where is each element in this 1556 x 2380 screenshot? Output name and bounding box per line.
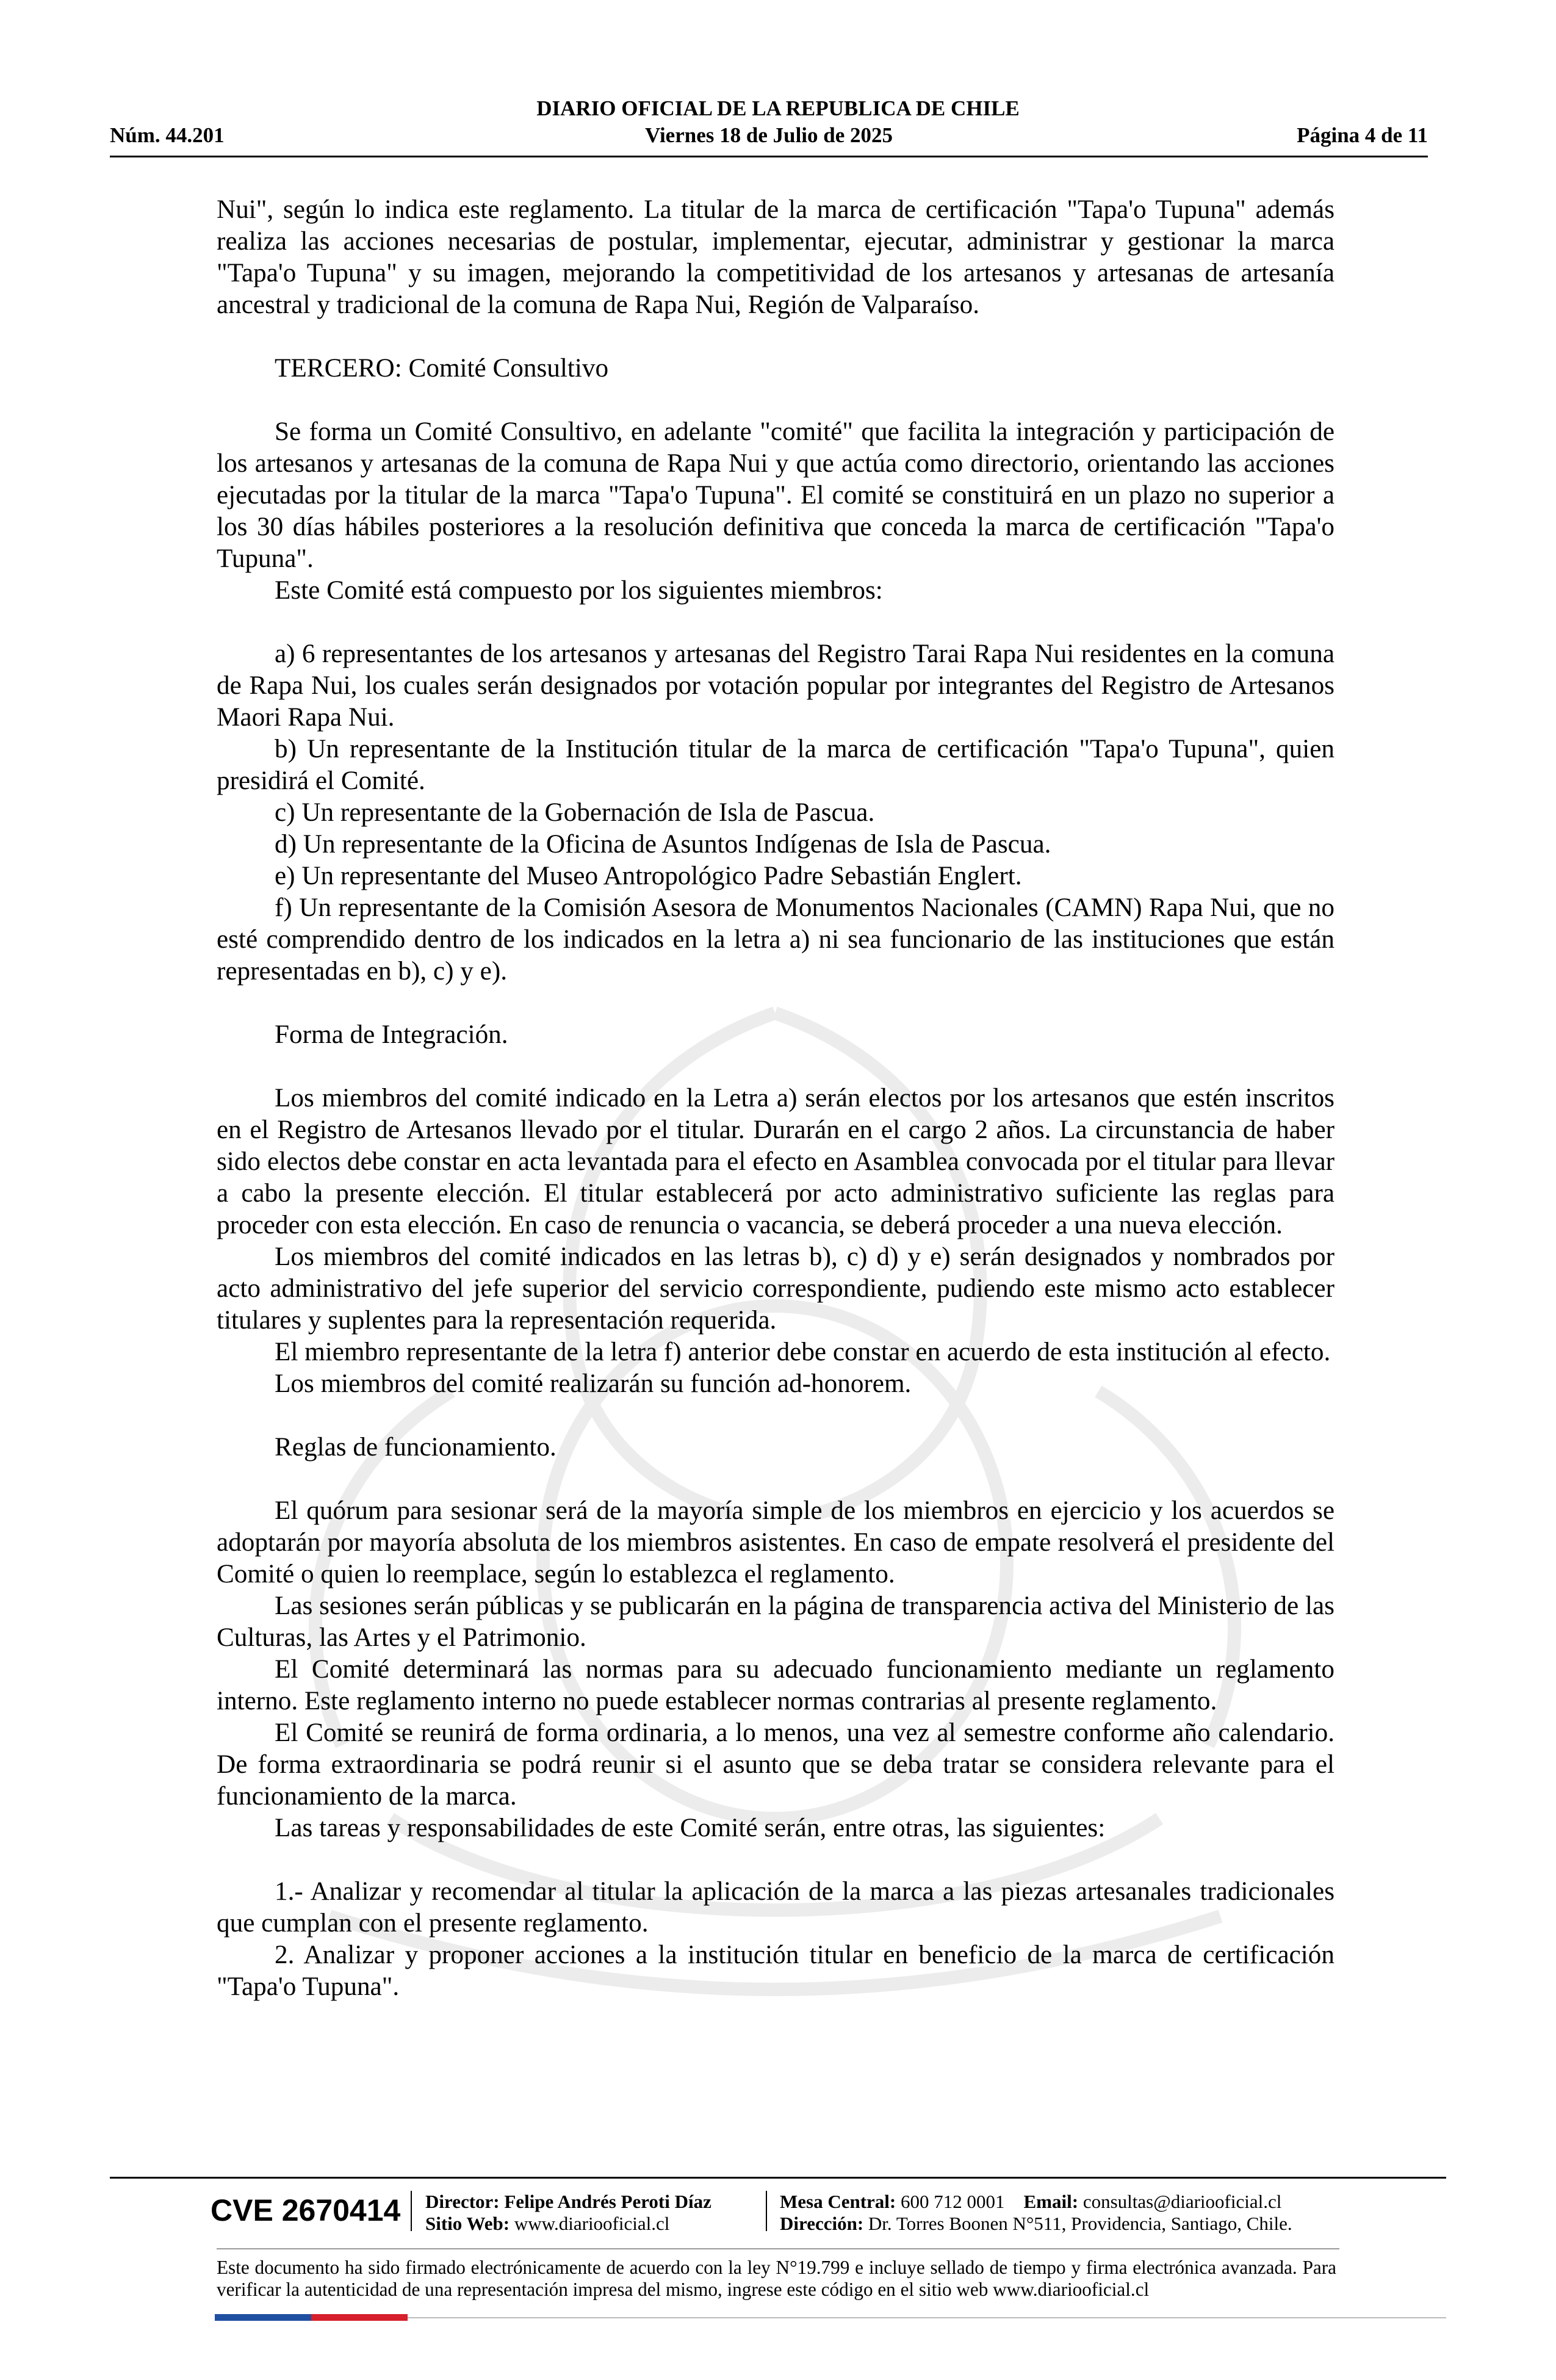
address-label: Dirección: [780,2213,864,2234]
section-heading: TERCERO: Comité Consultivo [275,354,609,383]
paragraph: El quórum para sesionar será de la mayoría simple de los miembros en ejercicio y los acuerdos se adoptarán por mayoría absoluta de los miembros asistentes. En caso de empate resolverá el presidente del Comité o quien lo reemplace, según lo establezca el reglamento. [217,1496,1334,1588]
email-label: Email: [1023,2191,1079,2212]
email-link[interactable]: consultas@diariooficial.cl [1082,2191,1282,2212]
paragraph: Los miembros del comité indicados en las letras b), c) d) y e) serán designados y nombrados por acto administrativo del jefe superior del servicio correspondiente, pudiendo este mismo acto establecer titulares y suplentes para la representación requerida. [217,1242,1334,1335]
paragraph: Este Comité está compuesto por los siguientes miembros: [275,576,883,605]
flag-stripe [215,2314,408,2321]
document-body [217,194,1334,2003]
member-item: f) Un representante de la Comisión Asesora de Monumentos Nacionales (CAMN) Rapa Nui, que no esté comprendido dentro de los indicados en la letra a) ni sea funcionario de las instituciones que están representadas en b), c) y e). [217,893,1334,986]
phone-number: 600 712 0001 [901,2191,1005,2212]
paragraph: El Comité se reunirá de forma ordinaria, a lo menos, una vez al semestre conforme año calendario. De forma extraordinaria se podrá reunir si el asunto que se deba tratar se considera relevante para el funcionamiento de la marca. [217,1718,1334,1811]
member-item: b) Un representante de la Institución titular de la marca de certificación "Tapa'o Tupuna", quien presidirá el Comité. [217,735,1334,795]
gazette-title: DIARIO OFICIAL DE LA REPUBLICA DE CHILE [536,96,1020,120]
paragraph: Las tareas y responsabilidades de este Comité serán, entre otras, las siguientes: [275,1814,1106,1842]
member-item: c) Un representante de la Gobernación de Isla de Pascua. [275,798,875,827]
footer-director-block [425,2191,711,2235]
paragraph: Las sesiones serán públicas y se publicarán en la página de transparencia activa del Ministerio de las Culturas, las Artes y el Patrimonio. [217,1592,1334,1652]
website-label: Sitio Web: [425,2213,510,2234]
paragraph: Se forma un Comité Consultivo, en adelante "comité" que facilita la integración y participación de los artesanos y artesanas de la comuna de Rapa Nui y que actúa como directorio, orientando las acciones ejecutadas por la titular de la marca "Tapa'o Tupuna". El comité se constituirá en un plazo no superior a los 30 días hábiles posteriores a la resolución definitiva que conceda la marca de certificación "Tapa'o Tupuna". [217,417,1334,573]
paragraph: El Comité determinará las normas para su adecuado funcionamiento mediante un reglamento interno. Este reglamento interno no puede establecer normas contrarias al presente reglamento. [217,1655,1334,1715]
mesa-label: Mesa Central: [780,2191,896,2212]
electronic-signature-note: Este documento ha sido firmado electrónicamente de acuerdo con la ley N°19.799 e incluye sellado de tiempo y firma electrónica avanzada. Para verificar la autenticidad de una representación impresa del mismo, ingrese este código en el sitio web www.diariooficial.cl [217,2257,1336,2300]
section-heading: Reglas de funcionamiento. [275,1433,556,1462]
section-heading: Forma de Integración. [275,1020,508,1049]
header-row [110,123,1428,149]
member-item: a) 6 representantes de los artesanos y artesanas del Registro Tarai Rapa Nui residentes en la comuna de Rapa Nui, los cuales serán designados por votación popular por integrantes del Registro de Artesanos Maori Rapa Nui. [217,640,1334,732]
cve-code: CVE 2670414 [211,2193,401,2227]
paragraph: El miembro representante de la letra f) anterior debe constar en acuerdo de esta institución al efecto. [275,1338,1331,1366]
footer-divider [110,2177,1446,2179]
issue-date: Viernes 18 de Julio de 2025 [644,123,893,147]
website-link[interactable]: www.diariooficial.cl [514,2213,670,2234]
footer-separator [411,2191,412,2231]
footer-divider [217,2248,1339,2249]
paragraph: Los miembros del comité indicado en la Letra a) serán electos por los artesanos que estén inscritos en el Registro de Artesanos llevado por el titular. Durarán en el cargo 2 años. La circunstancia de haber sido electos debe constar en acta levantada para el efecto en Asamblea convocada por el titular para llevar a cabo la presente elección. El titular establecerá por acto administrativo suficiente las reglas para proceder con esta elección. En caso de renuncia o vacancia, se deberá proceder a una nueva elección. [217,1084,1334,1239]
paragraph: Los miembros del comité realizarán su función ad-honorem. [275,1369,912,1398]
page-number: Página 4 de 11 [1297,123,1428,147]
director-label: Director: [425,2191,500,2212]
director-name: Felipe Andrés Peroti Díaz [504,2191,711,2212]
paragraph: Nui", según lo indica este reglamento. La titular de la marca de certificación "Tapa'o Tupuna" además realiza las acciones necesarias de postular, implementar, ejecutar, administrar y gestionar la marca "Tapa'o Tupuna" y su imagen, mejorando la competitividad de los artesanos y artesanas de artesanía ancestral y tradicional de la comuna de Rapa Nui, Región de Valparaíso. [217,195,1334,319]
address-value: Dr. Torres Boonen N°511, Providencia, Santiago, Chile. [868,2213,1292,2234]
footer-bottom-rule [408,2317,1446,2318]
footer-separator [766,2191,767,2231]
task-item: 1.- Analizar y recomendar al titular la aplicación de la marca a las piezas artesanales tradicionales que cumplan con el presente reglamento. [217,1877,1334,1938]
task-item: 2. Analizar y proponer acciones a la institución titular en beneficio de la marca de certificación "Tapa'o Tupuna". [217,1941,1334,2001]
issue-number: Núm. 44.201 [110,123,225,147]
footer-contact-block [780,2191,1292,2235]
member-item: d) Un representante de la Oficina de Asuntos Indígenas de Isla de Pascua. [275,830,1051,859]
member-item: e) Un representante del Museo Antropológico Padre Sebastián Englert. [275,862,1022,890]
header-divider [110,156,1428,157]
